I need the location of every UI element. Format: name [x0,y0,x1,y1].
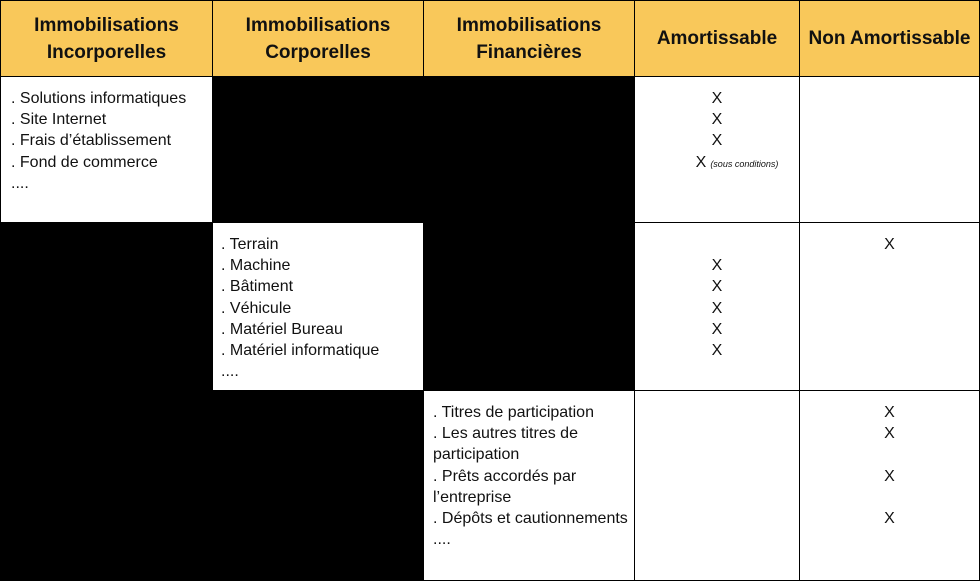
check-mark: X [711,320,723,338]
check-mark [800,444,979,465]
row1-non-amortissable-cell [799,76,980,223]
list-item: . Frais d’établissement [11,132,172,150]
row1-items-list [11,88,204,194]
row3-items-list [433,402,628,550]
row1-amortissable-cell [634,76,800,223]
header-non-amortissable: Non Amortissable [799,0,980,77]
condition-note: (sous conditions) [710,158,779,169]
row3-incorporelles-blocked [0,390,213,581]
row2-non-amortissable-marks [800,234,979,255]
row1-amortissable-marks [635,88,799,173]
check-mark: X [884,236,895,253]
list-item: . Terrain [221,236,279,253]
row2-financieres-blocked [423,222,635,391]
check-mark: X [884,404,895,421]
header-financieres: Immobilisations Financières [423,0,635,77]
check-mark: X [711,257,723,275]
check-mark: X [711,90,723,107]
header-amortissable: Amortissable [634,0,800,77]
list-item: . Solutions informatiques [11,90,187,107]
list-item: . Matériel informatique [221,342,380,360]
check-mark: X [711,299,723,317]
row3-corporelles-blocked [212,390,424,581]
list-item: . Matériel Bureau [221,320,343,338]
list-item: . Machine [221,257,291,275]
list-item: .... [221,363,239,381]
check-mark: X [711,132,723,150]
row3-amortissable-cell [634,390,800,581]
row2-items-list [221,234,417,382]
list-item: . Dépôts et cautionnements [433,510,628,528]
list-item: . Prêts accordés par l’entreprise [433,467,577,506]
check-mark [800,487,979,508]
list-item: . Bâtiment [221,278,294,296]
check-mark: X [711,341,723,359]
check-mark: X [884,425,895,443]
list-item: . Les autres titres de participation [433,425,578,464]
row3-non-amortissable-marks [800,402,979,529]
list-item: . Site Internet [11,111,107,129]
check-mark: X [711,278,723,296]
list-item: . Titres de participation [433,404,594,421]
list-item: .... [11,174,29,192]
row2-incorporelles-blocked [0,222,213,391]
row3-financieres-cell [423,390,635,581]
check-mark: X [884,509,895,527]
row1-financieres-blocked [423,76,635,223]
row2-non-amortissable-cell [799,222,980,391]
list-item: .... [433,531,451,549]
header-corporelles: Immobilisations Corporelles [212,0,424,77]
row2-amortissable-marks [635,234,799,361]
row3-non-amortissable-cell [799,390,980,581]
header-incorporelles: Immobilisations Incorporelles [0,0,213,77]
check-mark-conditional: X (sous conditions) [695,153,779,171]
row1-incorporelles-cell [0,76,213,223]
check-mark: X [884,467,895,485]
list-item: . Fond de commerce [11,153,158,171]
check-mark [635,234,799,255]
row2-amortissable-cell [634,222,800,391]
row1-corporelles-blocked [212,76,424,223]
check-mark: X [711,111,723,129]
list-item: . Véhicule [221,299,292,317]
row2-corporelles-cell [212,222,424,391]
